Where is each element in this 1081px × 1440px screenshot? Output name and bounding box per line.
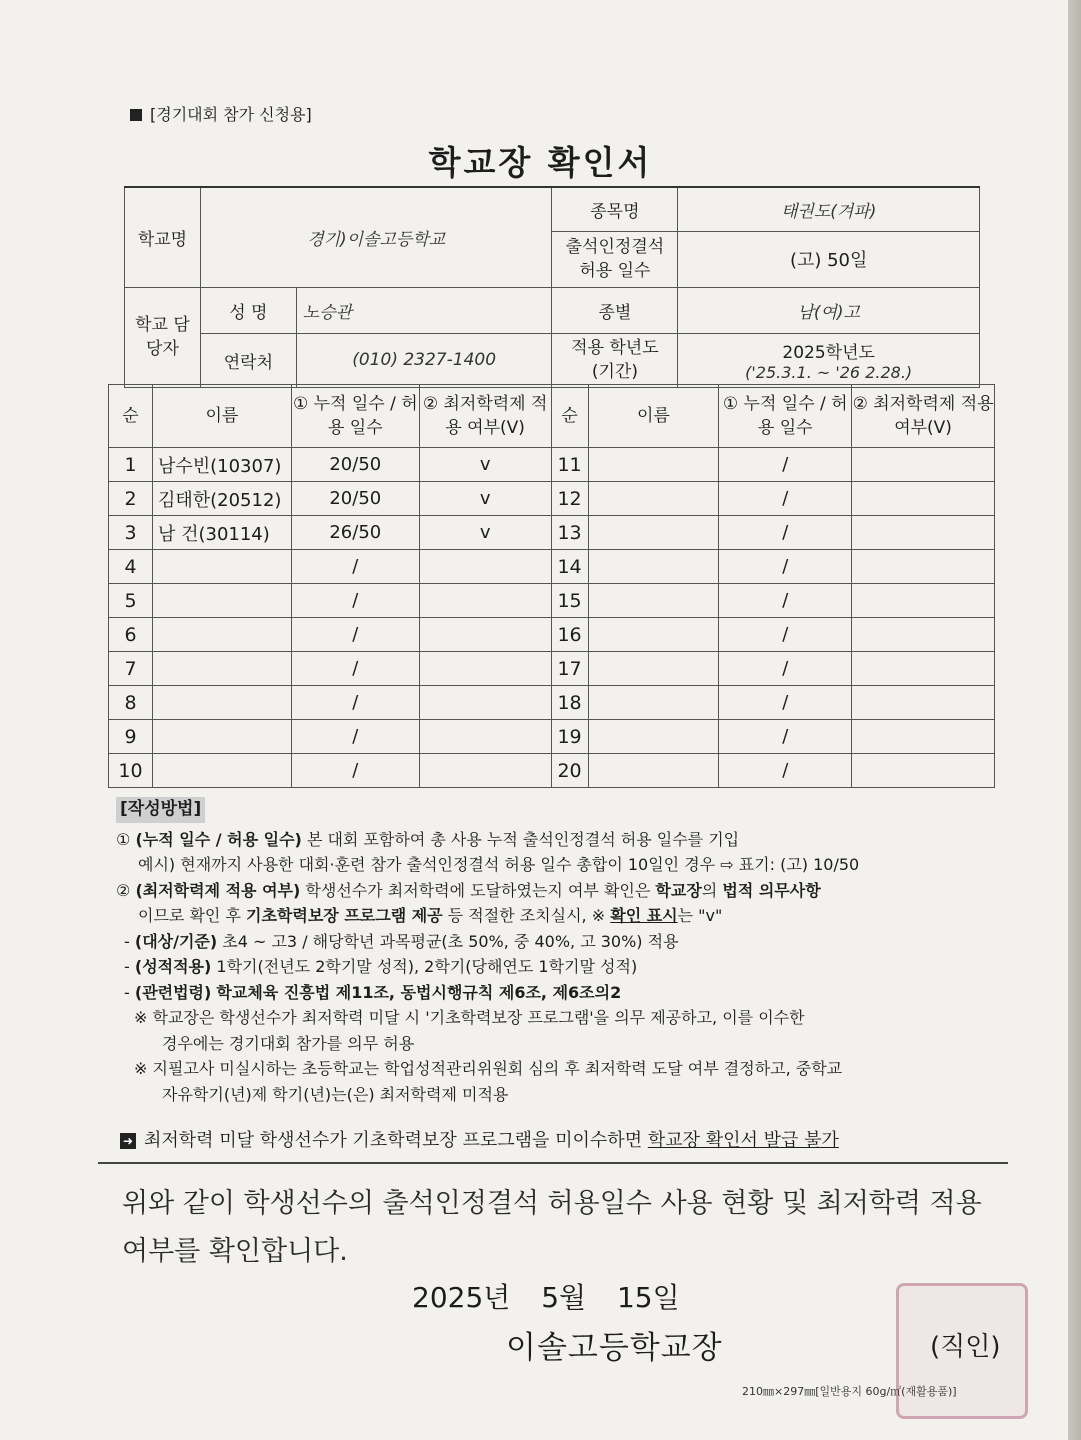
- line2-text-b: 등 적절한 조치실시, ※: [447, 906, 606, 925]
- right-days-cell: /: [719, 754, 852, 788]
- warning-text: 최저학력 미달 학생선수가 기초학력보장 프로그램을 미이수하면: [144, 1130, 643, 1151]
- left-name-cell: [152, 550, 291, 584]
- right-name-cell: [588, 584, 719, 618]
- line2-text: 이므로 확인 후: [138, 906, 241, 925]
- item2-text: 학생선수가 최저학력에 도달하였는지 여부 확인은: [305, 880, 651, 900]
- left-name-header: 이름: [152, 385, 291, 448]
- right-no-cell: 11: [551, 448, 588, 482]
- right-no-cell: 16: [551, 618, 588, 652]
- left-name-cell: 남 건(30114): [152, 516, 291, 550]
- right-check-cell: [852, 584, 995, 618]
- left-days-cell: /: [291, 652, 419, 686]
- form-tag-text: [경기대회 참가 신청용]: [150, 105, 312, 124]
- left-no-cell: 3: [109, 516, 153, 550]
- left-days-cell: 26/50: [291, 516, 419, 550]
- left-check-cell: [419, 618, 551, 652]
- item1-bold: (누적 일수 / 허용 일수): [135, 829, 302, 849]
- item1-text: 본 대회 포함하여 총 사용 누적 출석인정결석 허용 일수를 기입: [306, 829, 740, 849]
- left-no-cell: 5: [109, 584, 153, 618]
- left-check-cell: [419, 686, 551, 720]
- left-days-cell: /: [291, 550, 419, 584]
- right-check-cell: [852, 482, 995, 516]
- right-minimum-header: ② 최저학력제 적용 여부(V): [852, 385, 995, 448]
- principal-name: 이솔고등학교장: [506, 1330, 723, 1366]
- roster-row: [109, 516, 995, 550]
- left-check-cell: [419, 550, 551, 584]
- right-check-cell: [852, 618, 995, 652]
- period-value: ('25.3.1. ~ '26 2.28.): [745, 363, 913, 382]
- sub3-bold: (관련법령): [134, 982, 212, 1002]
- right-days-cell: /: [719, 584, 852, 618]
- method-item-1: [116, 827, 1006, 853]
- right-name-cell: [588, 720, 719, 754]
- method-sub-3: [116, 980, 1006, 1006]
- year-cell: [678, 333, 980, 387]
- method-item-1-example: 예시) 현재까지 사용한 대회·훈련 참가 출석인정결석 허용 일수 총합이 10일인 경우 ⇨ 표기: (고) 10/50: [138, 855, 860, 874]
- sub2-text: 1학기(전년도 2학기말 성적), 2학기(당해연도 1학기말 성적): [216, 957, 638, 976]
- left-name-cell: 김태한(20512): [152, 482, 291, 516]
- left-name-cell: 남수빈(10307): [152, 448, 291, 482]
- left-days-cell: /: [291, 686, 419, 720]
- right-days-cell: /: [719, 652, 852, 686]
- year-value: 2025학년도: [782, 343, 875, 363]
- roster-table: [108, 384, 995, 788]
- item2-bold-b: 학교장: [655, 880, 702, 900]
- left-days-header: ① 누적 일수 / 허용 일수: [291, 385, 419, 448]
- name-label: 성 명: [200, 287, 296, 333]
- note-mark: ※: [134, 1059, 148, 1078]
- roster-row: [109, 652, 995, 686]
- right-name-cell: [588, 754, 719, 788]
- line2-text-c: 는 "v": [677, 906, 723, 925]
- method-note-1: [116, 1005, 1006, 1031]
- method-note-1-cont: 경우에는 경기대회 참가를 의무 허용: [162, 1033, 415, 1053]
- right-days-cell: /: [719, 516, 852, 550]
- right-check-cell: [852, 686, 995, 720]
- note-mark: ※: [134, 1008, 148, 1027]
- right-days-cell: /: [719, 618, 852, 652]
- divider: [98, 1162, 1008, 1164]
- right-check-cell: [852, 448, 995, 482]
- marker: ②: [116, 880, 131, 900]
- roster-header-row: [109, 385, 995, 448]
- right-name-cell: [588, 482, 719, 516]
- right-days-cell: /: [719, 448, 852, 482]
- year-label: 적용 학년도 (기간): [552, 333, 678, 387]
- warning-line: [120, 1126, 839, 1152]
- roster-row: [109, 550, 995, 584]
- left-no-header: 순: [109, 385, 153, 448]
- right-days-cell: /: [719, 550, 852, 584]
- right-check-cell: [852, 720, 995, 754]
- roster-row: [109, 754, 995, 788]
- left-no-cell: 6: [109, 618, 153, 652]
- left-name-cell: [152, 686, 291, 720]
- left-days-cell: /: [291, 618, 419, 652]
- writing-method-section: [116, 796, 1006, 1107]
- roster-row: [109, 618, 995, 652]
- left-name-cell: [152, 720, 291, 754]
- right-name-cell: [588, 448, 719, 482]
- info-table: [124, 186, 980, 388]
- gender-value: 남(여)고: [678, 287, 980, 333]
- school-value: 경기)이솔고등학교: [200, 187, 552, 287]
- paper-footnote: 210㎜×297㎜[일반용지 60g/㎡(재활용품)]: [742, 1385, 957, 1398]
- method-item-2: [116, 878, 1006, 904]
- right-no-cell: 18: [551, 686, 588, 720]
- form-tag: [130, 102, 312, 125]
- right-name-cell: [588, 618, 719, 652]
- document-title: 학교장 확인서: [428, 143, 653, 182]
- manager-label: 학교 담당자: [125, 287, 201, 387]
- right-days-cell: /: [719, 482, 852, 516]
- left-name-cell: [152, 618, 291, 652]
- right-no-header: 순: [551, 385, 588, 448]
- line2-underline: 확인 표시: [610, 906, 678, 925]
- roster-body: [109, 448, 995, 788]
- right-name-header: 이름: [588, 385, 719, 448]
- warning-underlined: 학교장 확인서 발급 불가: [647, 1130, 839, 1151]
- left-name-cell: [152, 754, 291, 788]
- left-minimum-header: ② 최저학력제 적용 여부(V): [419, 385, 551, 448]
- sub1-text: 초4 ~ 고3 / 해당학년 과목평균(초 50%, 중 40%, 고 30%) 적용: [222, 931, 679, 951]
- right-name-cell: [588, 516, 719, 550]
- sub1-bold: (대상/기준): [134, 931, 218, 951]
- right-check-cell: [852, 550, 995, 584]
- left-days-cell: /: [291, 720, 419, 754]
- line2-bold: 기초학력보장 프로그램 제공: [246, 906, 443, 925]
- note1-text: 학교장은 학생선수가 최저학력 미달 시 '기초학력보장 프로그램'을 의무 제공하고, 이를 이수한: [152, 1008, 805, 1027]
- method-note-2-cont: 자유학기(년)제 학기(년)는(은) 최저학력제 미적용: [162, 1084, 509, 1104]
- bullet-square-icon: [130, 109, 142, 121]
- right-no-cell: 19: [551, 720, 588, 754]
- dash: -: [124, 931, 130, 951]
- left-check-cell: [419, 720, 551, 754]
- method-note-2: [116, 1056, 1006, 1082]
- arrow-box-icon: ➜: [120, 1133, 136, 1149]
- left-no-cell: 9: [109, 720, 153, 754]
- left-check-cell: v: [419, 448, 551, 482]
- roster-row: [109, 482, 995, 516]
- roster-row: [109, 686, 995, 720]
- left-days-cell: 20/50: [291, 448, 419, 482]
- method-sub-1: [116, 929, 1006, 955]
- contact-value: (010) 2327-1400: [296, 333, 552, 387]
- roster-row: [109, 720, 995, 754]
- note2-text: 지필고사 미실시하는 초등학교는 학업성적관리위원회 심의 후 최저학력 도달 여부 결정하고, 중학교: [152, 1059, 843, 1078]
- issue-date: 2025년 5월 15일: [412, 1281, 680, 1314]
- right-no-cell: 15: [551, 584, 588, 618]
- right-check-cell: [852, 516, 995, 550]
- right-no-cell: 14: [551, 550, 588, 584]
- gender-label: 종별: [552, 287, 678, 333]
- contact-label: 연락처: [200, 333, 296, 387]
- sub3-text: 학교체육 진흥법 제11조, 동법시행규칙 제6조, 제6조의2: [216, 982, 622, 1002]
- left-days-cell: /: [291, 584, 419, 618]
- left-no-cell: 7: [109, 652, 153, 686]
- item2-bold-d: 법적 의무사항: [722, 880, 821, 900]
- left-check-cell: v: [419, 482, 551, 516]
- left-no-cell: 1: [109, 448, 153, 482]
- item2-text-c: 의: [701, 880, 718, 900]
- seal-label: (직인): [930, 1332, 1001, 1362]
- item2-bold: (최저학력제 적용 여부): [135, 880, 301, 900]
- right-check-cell: [852, 652, 995, 686]
- paper-edge-background: [1068, 0, 1081, 1440]
- allowed-days-label: 출석인정결석 허용 일수: [552, 231, 678, 287]
- confirmation-statement: 위와 같이 학생선수의 출석인정결석 허용일수 사용 현황 및 최저학력 적용 여부를 확인합니다.: [122, 1188, 982, 1267]
- right-name-cell: [588, 652, 719, 686]
- right-no-cell: 17: [551, 652, 588, 686]
- allowed-days-value: (고) 50일: [678, 231, 980, 287]
- left-check-cell: v: [419, 516, 551, 550]
- right-no-cell: 12: [551, 482, 588, 516]
- dash: -: [124, 982, 130, 1002]
- left-check-cell: [419, 652, 551, 686]
- right-days-cell: /: [719, 720, 852, 754]
- method-item-2-line2: [116, 903, 1006, 929]
- marker: ①: [116, 829, 131, 849]
- left-no-cell: 8: [109, 686, 153, 720]
- dash: -: [124, 957, 130, 976]
- right-days-cell: /: [719, 686, 852, 720]
- left-days-cell: 20/50: [291, 482, 419, 516]
- left-days-cell: /: [291, 754, 419, 788]
- right-days-header: ① 누적 일수 / 허용 일수: [719, 385, 852, 448]
- left-no-cell: 2: [109, 482, 153, 516]
- right-check-cell: [852, 754, 995, 788]
- sub2-bold: (성적적용): [134, 957, 212, 976]
- left-no-cell: 10: [109, 754, 153, 788]
- sport-label: 종목명: [552, 187, 678, 231]
- left-check-cell: [419, 584, 551, 618]
- name-value: 노승관: [296, 287, 552, 333]
- right-no-cell: 13: [551, 516, 588, 550]
- method-sub-2: [116, 954, 1006, 980]
- right-name-cell: [588, 686, 719, 720]
- left-no-cell: 4: [109, 550, 153, 584]
- method-heading: [작성방법]: [116, 797, 205, 823]
- left-name-cell: [152, 584, 291, 618]
- right-no-cell: 20: [551, 754, 588, 788]
- left-name-cell: [152, 652, 291, 686]
- sport-value: 태권도(겨파): [678, 187, 980, 231]
- left-check-cell: [419, 754, 551, 788]
- roster-row: [109, 448, 995, 482]
- school-label: 학교명: [125, 187, 201, 287]
- right-name-cell: [588, 550, 719, 584]
- roster-row: [109, 584, 995, 618]
